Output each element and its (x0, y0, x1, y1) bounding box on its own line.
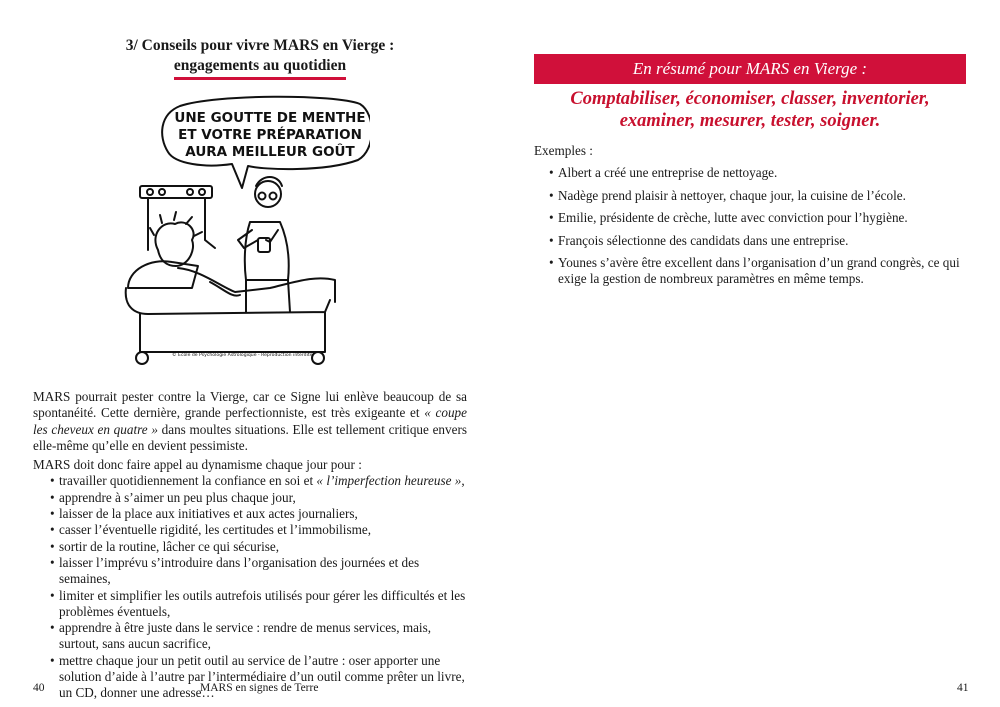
list-item: • limiter et simplifier les outils autrefois utilisés pour gérer les difficultés et les problèmes éventuels, (33, 588, 467, 621)
speech-text-line3: AURA MEILLEUR GOÛT (185, 144, 355, 160)
page-number-right: 41 (957, 682, 969, 694)
running-title: MARS en signes de Terre (200, 682, 319, 694)
list-item: • Emilie, présidente de crèche, lutte avec conviction pour l’hygiène. (534, 210, 968, 226)
page-number-left: 40 (33, 682, 45, 694)
list-item: • laisser de la place aux initiatives et aux actes journaliers, (33, 506, 467, 522)
doctor-arm (238, 230, 258, 248)
summary-keywords (534, 88, 966, 132)
summary-banner: En résumé pour MARS en Vierge : (534, 54, 966, 84)
keywords-line1: Comptabiliser, économiser, classer, inventorier, (570, 89, 930, 109)
advice-list (33, 473, 467, 701)
list-item: • Albert a créé une entreprise de nettoyage. (534, 165, 968, 181)
bed-wheel (136, 352, 148, 364)
examples-list (534, 165, 968, 287)
section-title-line2: engagements au quotidien (174, 56, 346, 80)
cartoon-illustration (120, 90, 370, 365)
cartoon-copyright: © École de Psychologie Astrologique - Reproduction interdite (172, 353, 313, 358)
list-item: • Nadège prend plaisir à nettoyer, chaque jour, la cuisine de l’école. (534, 188, 968, 204)
list-item: • casser l’éventuelle rigidité, les certitudes et l’immobilisme, (33, 522, 467, 538)
wall-panel (140, 186, 212, 198)
right-page (500, 0, 1000, 707)
patient-head (155, 222, 193, 266)
list-item: • apprendre à s’aimer un peu plus chaque jour, (33, 490, 467, 506)
speech-text-line2: ET VOTRE PRÉPARATION (178, 127, 362, 143)
bed-frame (126, 288, 330, 352)
section-title-line1: 3/ Conseils pour vivre MARS en Vierge : (125, 37, 395, 54)
keywords-line2: examiner, mesurer, tester, soigner. (619, 111, 881, 131)
examples-section (534, 143, 968, 294)
pillow (128, 261, 198, 288)
list-item: • apprendre à être juste dans le service : rendre de menus services, mais, surtout, sans aucun sacrifice, (33, 620, 467, 653)
list-item: • laisser l’imprévu s’introduire dans l’organisation des journées et des semaines, (33, 555, 467, 588)
list-item: • travailler quotidiennement la confiance en soi et « l’imperfection heureuse », (33, 473, 467, 489)
list-item: • mettre chaque jour un petit outil au service de l’autre : oser apporter une solution d’aide à l’autre par l’intermédiaire d’un outil comme prêter un livre, un CD, donner une adresse… (33, 653, 467, 702)
section-title (60, 36, 460, 80)
list-item: • François sélectionne des candidats dans une entreprise. (534, 233, 968, 249)
list-intro: MARS doit donc faire appel au dynamisme chaque jour pour : (33, 457, 362, 473)
examples-label: Exemples : (534, 143, 593, 158)
list-item: • Younes s’avère être excellent dans l’organisation d’un grand congrès, ce qui exige la gestion de nombreux paramètres en même temps. (534, 255, 968, 287)
intro-paragraph: MARS pourrait pester contre la Vierge, car ce Signe lui enlève beaucoup de sa spontanéité. Cette dernière, grande perfectionniste, est très exigeante et « coupe les cheveux en quatre » dans moultes situations. Elle est tellement critique envers elle-même qu’elle en devient pessimiste. (33, 389, 467, 453)
speech-text-line1: UNE GOUTTE DE MENTHE (174, 110, 366, 126)
advice-body (33, 389, 467, 702)
list-item: • sortir de la routine, lâcher ce qui sécurise, (33, 539, 467, 555)
patient-body (178, 268, 335, 302)
